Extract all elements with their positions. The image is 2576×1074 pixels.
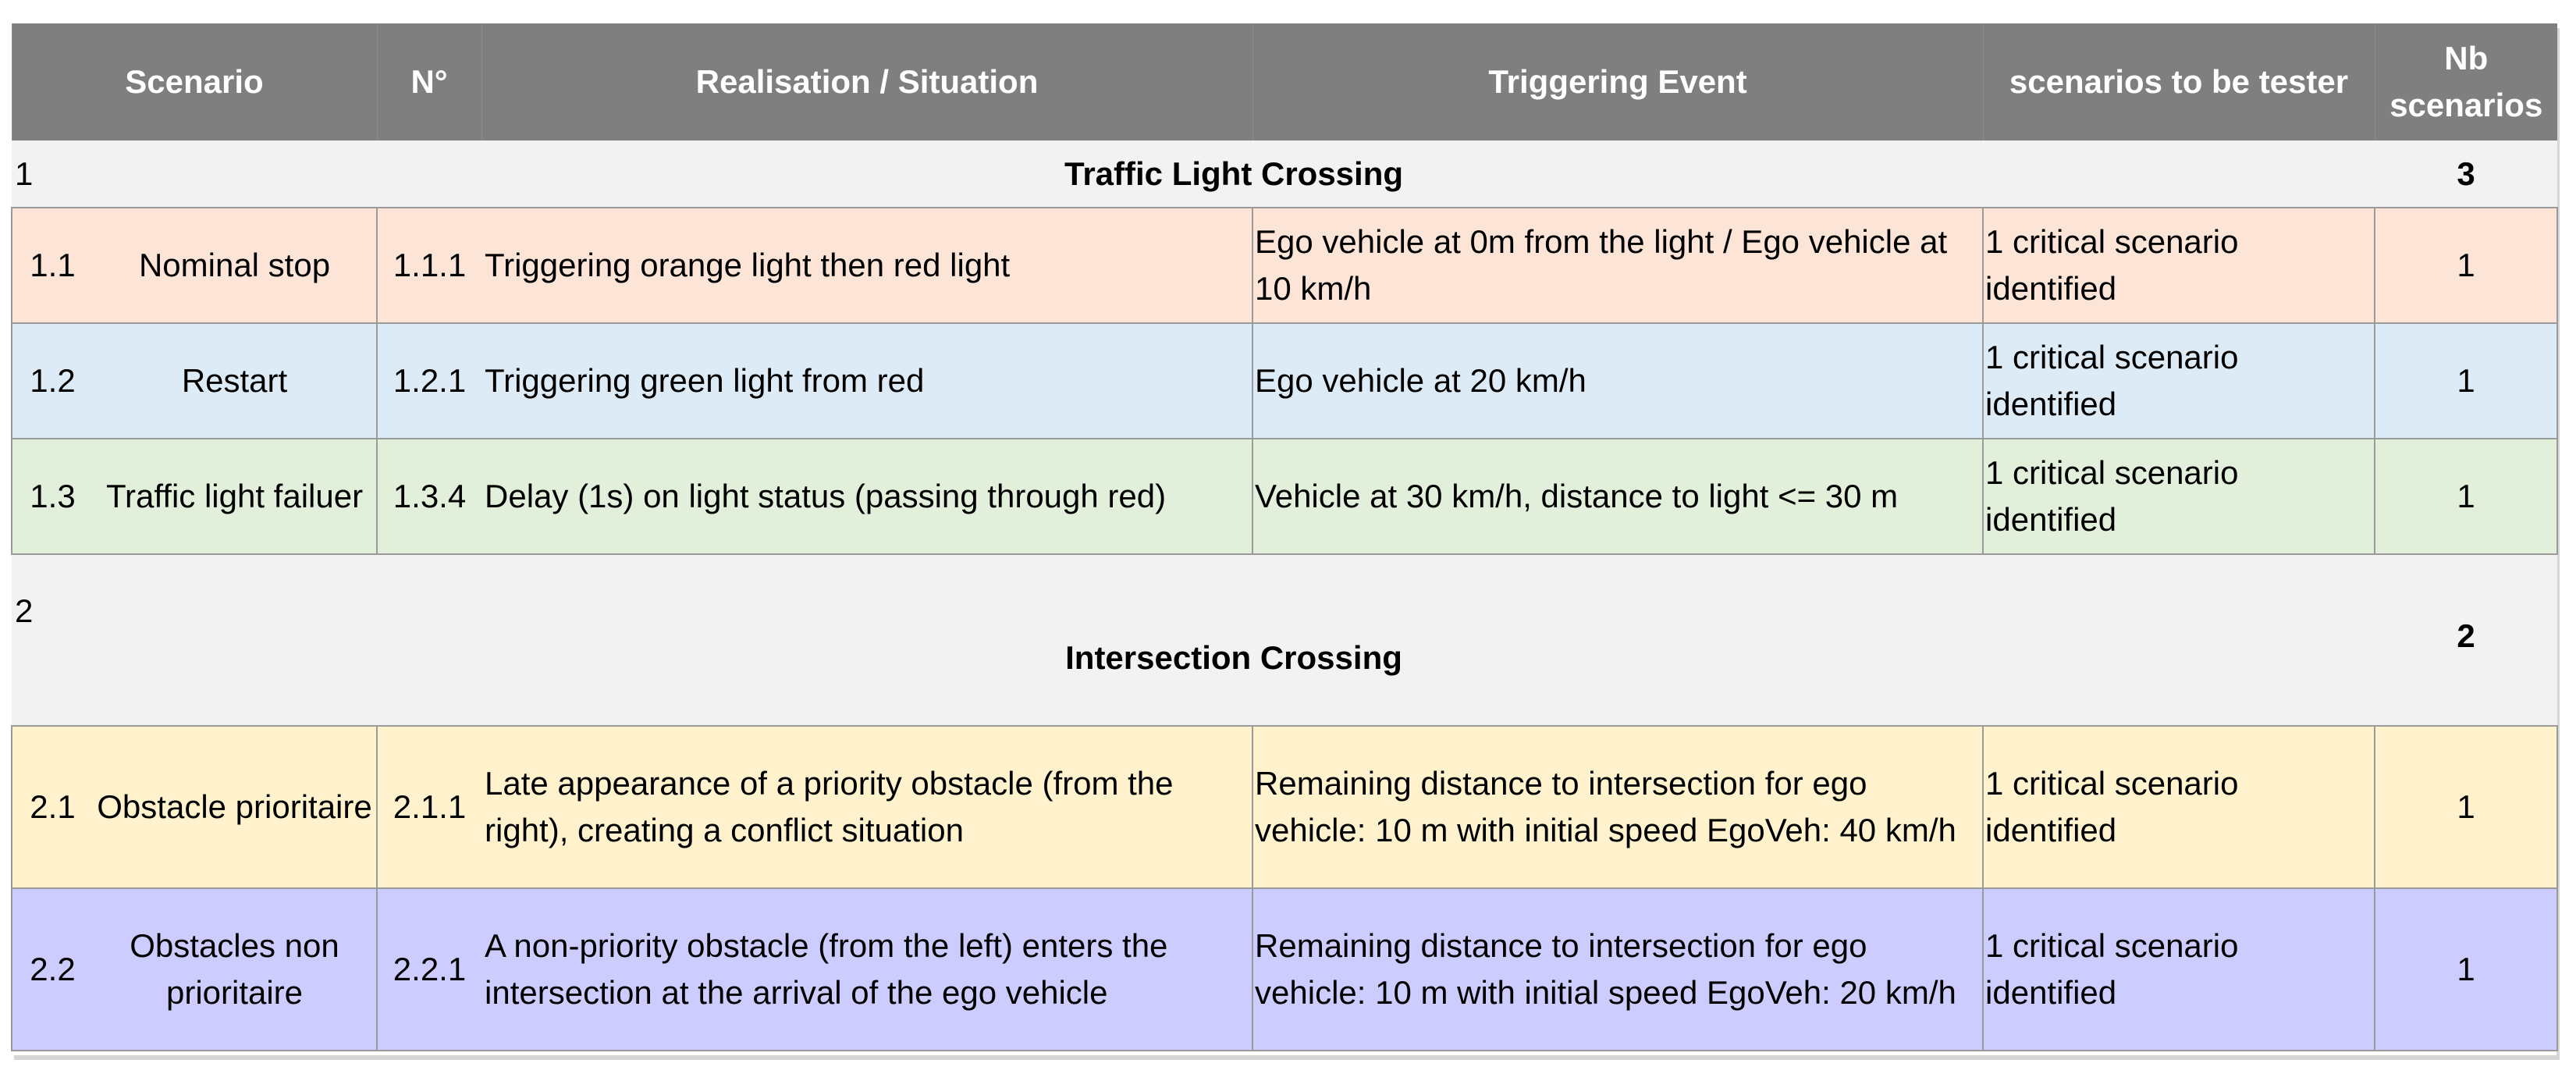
row-realisation: Triggering green light from red (481, 323, 1252, 439)
row-id: 1.3 (12, 439, 93, 554)
row-id: 1.2 (12, 323, 93, 439)
row-realisation: Delay (1s) on light status (passing through red) (481, 439, 1252, 554)
row-tester: 1 critical scenario identified (1983, 726, 2375, 888)
header-trigger: Triggering Event (1252, 23, 1983, 140)
row-tester: 1 critical scenario identified (1983, 323, 2375, 439)
scenario-table-sheet (11, 23, 2556, 1055)
section-row (12, 554, 2557, 726)
section-title: Traffic Light Crossing (93, 140, 2375, 208)
row-trigger: Remaining distance to intersection for ego vehicle: 10 m with initial speed EgoVeh: 20 km/h (1252, 888, 1983, 1051)
row-number: 1.3.4 (377, 439, 481, 554)
header-number: N° (377, 23, 481, 140)
section-number: 2 (12, 554, 93, 726)
row-number: 1.2.1 (377, 323, 481, 439)
section-total: 2 (2375, 554, 2557, 726)
row-scenario: Obstacle prioritaire (93, 726, 377, 888)
row-tester: 1 critical scenario identified (1983, 208, 2375, 323)
row-id: 1.1 (12, 208, 93, 323)
table-row (12, 439, 2557, 554)
row-scenario: Obstacles non prioritaire (93, 888, 377, 1051)
row-nb: 1 (2375, 208, 2557, 323)
scenario-table (11, 23, 2558, 1051)
row-realisation: Triggering orange light then red light (481, 208, 1252, 323)
row-tester: 1 critical scenario identified (1983, 439, 2375, 554)
section-title: Intersection Crossing (93, 554, 2375, 726)
row-trigger: Remaining distance to intersection for ego vehicle: 10 m with initial speed EgoVeh: 40 km/h (1252, 726, 1983, 888)
header-scenario: Scenario (12, 23, 377, 140)
row-nb: 1 (2375, 726, 2557, 888)
row-tester: 1 critical scenario identified (1983, 888, 2375, 1051)
row-scenario: Restart (93, 323, 377, 439)
section-row (12, 140, 2557, 208)
row-id: 2.1 (12, 726, 93, 888)
section-number: 1 (12, 140, 93, 208)
row-scenario: Traffic light failuer (93, 439, 377, 554)
row-trigger: Ego vehicle at 20 km/h (1252, 323, 1983, 439)
section-total: 3 (2375, 140, 2557, 208)
row-realisation: Late appearance of a priority obstacle (from the right), creating a conflict situation (481, 726, 1252, 888)
header-realisation: Realisation / Situation (481, 23, 1252, 140)
row-scenario: Nominal stop (93, 208, 377, 323)
row-nb: 1 (2375, 439, 2557, 554)
row-number: 2.1.1 (377, 726, 481, 888)
row-nb: 1 (2375, 888, 2557, 1051)
header-nb: Nb scenarios (2375, 23, 2557, 140)
row-nb: 1 (2375, 323, 2557, 439)
row-trigger: Ego vehicle at 0m from the light / Ego vehicle at 10 km/h (1252, 208, 1983, 323)
table-row (12, 888, 2557, 1051)
row-number: 1.1.1 (377, 208, 481, 323)
row-id: 2.2 (12, 888, 93, 1051)
table-row (12, 323, 2557, 439)
row-realisation: A non-priority obstacle (from the left) enters the intersection at the arrival of the ego vehicle (481, 888, 1252, 1051)
header-row (12, 23, 2557, 140)
table-row (12, 726, 2557, 888)
header-tester: scenarios to be tester (1983, 23, 2375, 140)
table-row (12, 208, 2557, 323)
row-trigger: Vehicle at 30 km/h, distance to light <= 30 m (1252, 439, 1983, 554)
row-number: 2.2.1 (377, 888, 481, 1051)
